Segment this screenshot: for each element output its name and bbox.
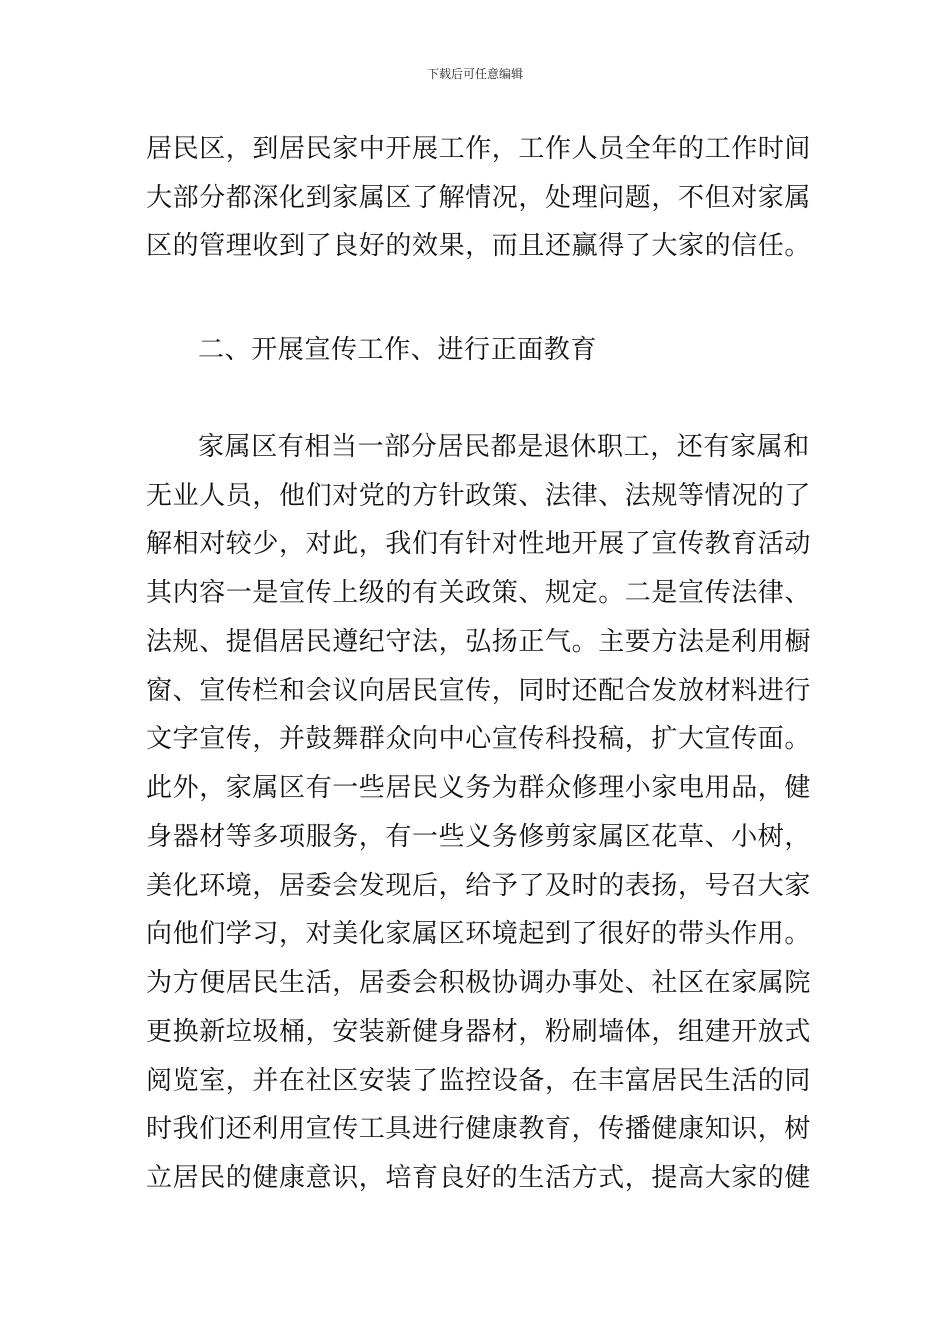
page-header-note: 下载后可任意编辑 <box>426 67 523 81</box>
paragraph-line: 无业人员，他们对党的方针政策、法律、法规等情况的了 <box>146 481 812 511</box>
section-heading: 二、开展宣传工作、进行正面教育 <box>198 335 598 365</box>
paragraph-line: 更换新垃圾桶，安装新健身器材，粉刷墙体，组建开放式 <box>146 1017 812 1047</box>
paragraph-line: 为方便居民生活，居委会积极协调办事处、社区在家属院 <box>146 968 812 998</box>
paragraph-line: 区的管理收到了良好的效果，而且还赢得了大家的信任。 <box>146 231 812 261</box>
paragraph-line: 解相对较少，对此，我们有针对性地开展了宣传教育活动 <box>146 529 812 559</box>
paragraph-line: 大部分都深化到家属区了解情况，处理问题，不但对家属 <box>146 183 812 213</box>
paragraph-line: 向他们学习，对美化家属区环境起到了很好的带头作用。 <box>146 919 812 949</box>
paragraph-line: 法规、提倡居民遵纪守法，弘扬正气。主要方法是利用橱 <box>146 627 812 657</box>
paragraph-line: 此外，家属区有一些居民义务为群众修理小家电用品，健 <box>146 773 812 803</box>
paragraph-line: 家属区有相当一部分居民都是退休职工，还有家属和 <box>198 432 810 462</box>
paragraph-line: 时我们还利用宣传工具进行健康教育，传播健康知识，树 <box>146 1114 812 1144</box>
paragraph-line: 窗、宣传栏和会议向居民宣传，同时还配合发放材料进行 <box>146 676 812 706</box>
paragraph-line: 居民区，到居民家中开展工作，工作人员全年的工作时间 <box>146 134 812 164</box>
paragraph-line: 立居民的健康意识，培育良好的生活方式，提高大家的健 <box>146 1163 812 1193</box>
paragraph-line: 其内容一是宣传上级的有关政策、规定。二是宣传法律、 <box>146 578 812 608</box>
paragraph-line: 身器材等多项服务，有一些义务修剪家属区花草、小树， <box>146 822 812 852</box>
paragraph-line: 美化环境，居委会发现后，给予了及时的表扬，号召大家 <box>146 871 812 901</box>
paragraph-line: 文字宣传，并鼓舞群众向中心宣传科投稿，扩大宣传面。 <box>146 724 812 754</box>
paragraph-line: 阅览室，并在社区安装了监控设备，在丰富居民生活的同 <box>146 1066 812 1096</box>
